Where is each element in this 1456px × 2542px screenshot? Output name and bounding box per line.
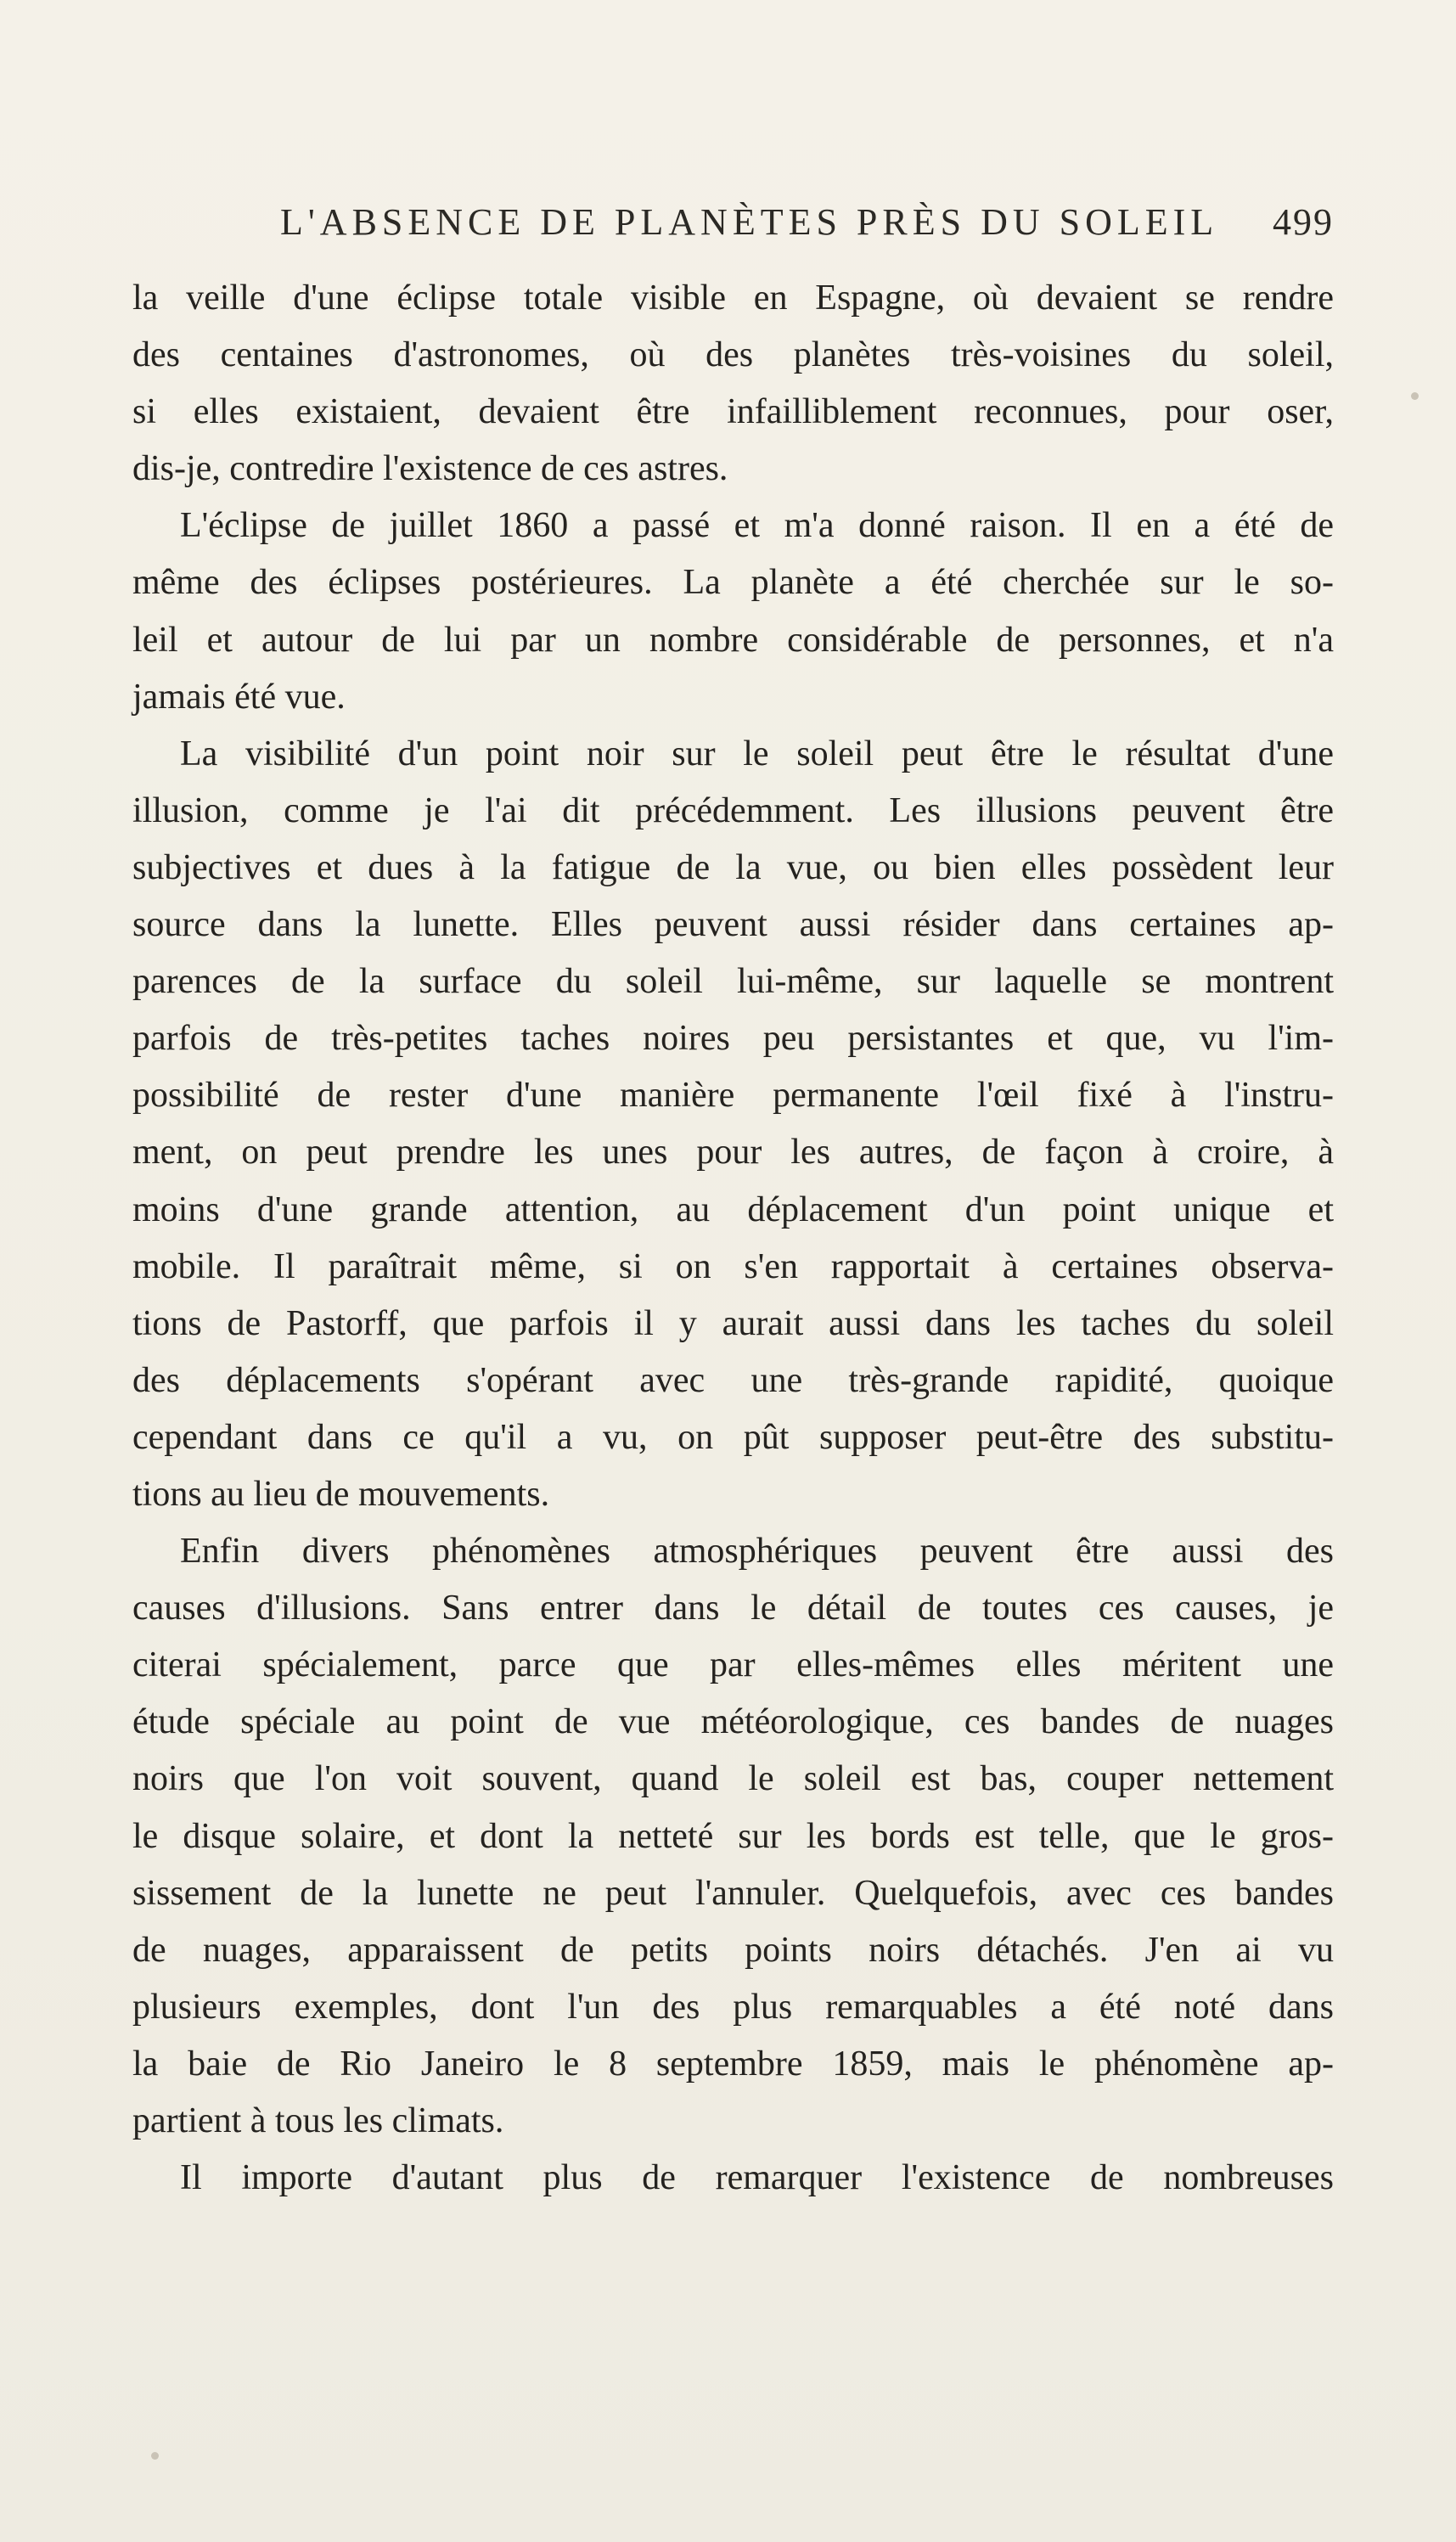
- text-line: plusieurs exemples, dont l'un des plus remarquables a été noté dans: [132, 1987, 1334, 2027]
- text-line: noirs que l'on voit souvent, quand le soleil est bas, couper nettement: [132, 1759, 1334, 1799]
- text-line: citerai spécialement, parce que par elles-mêmes elles méritent une: [132, 1645, 1334, 1685]
- text-line: causes d'illusions. Sans entrer dans le détail de toutes ces causes, je: [132, 1589, 1334, 1628]
- text-line: ment, on peut prendre les unes pour les autres, de façon à croire, à: [132, 1133, 1334, 1173]
- text-line: sissement de la lunette ne peut l'annuler. Quelquefois, avec ces bandes: [132, 1873, 1334, 1913]
- text-line: subjectives et dues à la fatigue de la vue, ou bien elles possèdent leur: [132, 847, 1334, 887]
- running-title: L'ABSENCE DE PLANÈTES PRÈS DU SOLEIL: [280, 201, 1219, 243]
- text-line: mobile. Il paraîtrait même, si on s'en rapportait à certaines observa-: [132, 1246, 1334, 1286]
- text-line: possibilité de rester d'une manière permanente l'œil fixé à l'instru-: [132, 1076, 1334, 1116]
- text-line: tions au lieu de mouvements.: [132, 1474, 550, 1514]
- text-line: de nuages, apparaissent de petits points noirs détachés. J'en ai vu: [132, 1930, 1334, 1970]
- text-line: étude spéciale au point de vue météorologique, ces bandes de nuages: [132, 1702, 1334, 1742]
- paragraph-first-line: L'éclipse de juillet 1860 a passé et m'a donné raison. Il en a été de: [180, 506, 1334, 546]
- paper-speck: [1411, 392, 1419, 400]
- text-line: parfois de très-petites taches noires peu persistantes et que, vu l'im-: [132, 1019, 1334, 1059]
- text-line: le disque solaire, et dont la netteté sur les bords est telle, que le gros-: [132, 1816, 1334, 1856]
- text-line: des déplacements s'opérant avec une très-grande rapidité, quoique: [132, 1360, 1334, 1400]
- text-line: cependant dans ce qu'il a vu, on pût supposer peut-être des substitu-: [132, 1417, 1334, 1457]
- text-line: la baie de Rio Janeiro le 8 septembre 1859, mais le phénomène ap-: [132, 2044, 1334, 2084]
- text-line: tions de Pastorff, que parfois il y aurait aussi dans les taches du soleil: [132, 1303, 1334, 1343]
- paragraph-first-line: Il importe d'autant plus de remarquer l'existence de nombreuses: [180, 2158, 1334, 2198]
- text-line: partient à tous les climats.: [132, 2101, 504, 2140]
- text-line: la veille d'une éclipse totale visible en Espagne, où devaient se rendre: [132, 278, 1334, 318]
- page-number: 499: [1273, 201, 1334, 243]
- text-line: leil et autour de lui par un nombre considérable de personnes, et n'a: [132, 620, 1334, 660]
- paragraph-first-line: La visibilité d'un point noir sur le soleil peut être le résultat d'une: [180, 734, 1334, 773]
- text-line: source dans la lunette. Elles peuvent aussi résider dans certaines ap-: [132, 905, 1334, 945]
- text-line: parences de la surface du soleil lui-même, sur laquelle se montrent: [132, 962, 1334, 1002]
- text-line: si elles existaient, devaient être infailliblement reconnues, pour oser,: [132, 392, 1334, 432]
- text-line: jamais été vue.: [132, 677, 346, 717]
- text-line: moins d'une grande attention, au déplacement d'un point unique et: [132, 1189, 1334, 1229]
- body-text: [132, 270, 1334, 2207]
- text-line: des centaines d'astronomes, où des planètes très-voisines du soleil,: [132, 335, 1334, 375]
- text-line: illusion, comme je l'ai dit précédemment. Les illusions peuvent être: [132, 790, 1334, 830]
- running-header: [132, 200, 1334, 251]
- text-line: même des éclipses postérieures. La planète a été cherchée sur le so-: [132, 563, 1334, 603]
- paragraph-first-line: Enfin divers phénomènes atmosphériques peuvent être aussi des: [180, 1532, 1334, 1572]
- text-line: dis-je, contredire l'existence de ces astres.: [132, 449, 728, 489]
- paper-speck: [151, 2452, 159, 2460]
